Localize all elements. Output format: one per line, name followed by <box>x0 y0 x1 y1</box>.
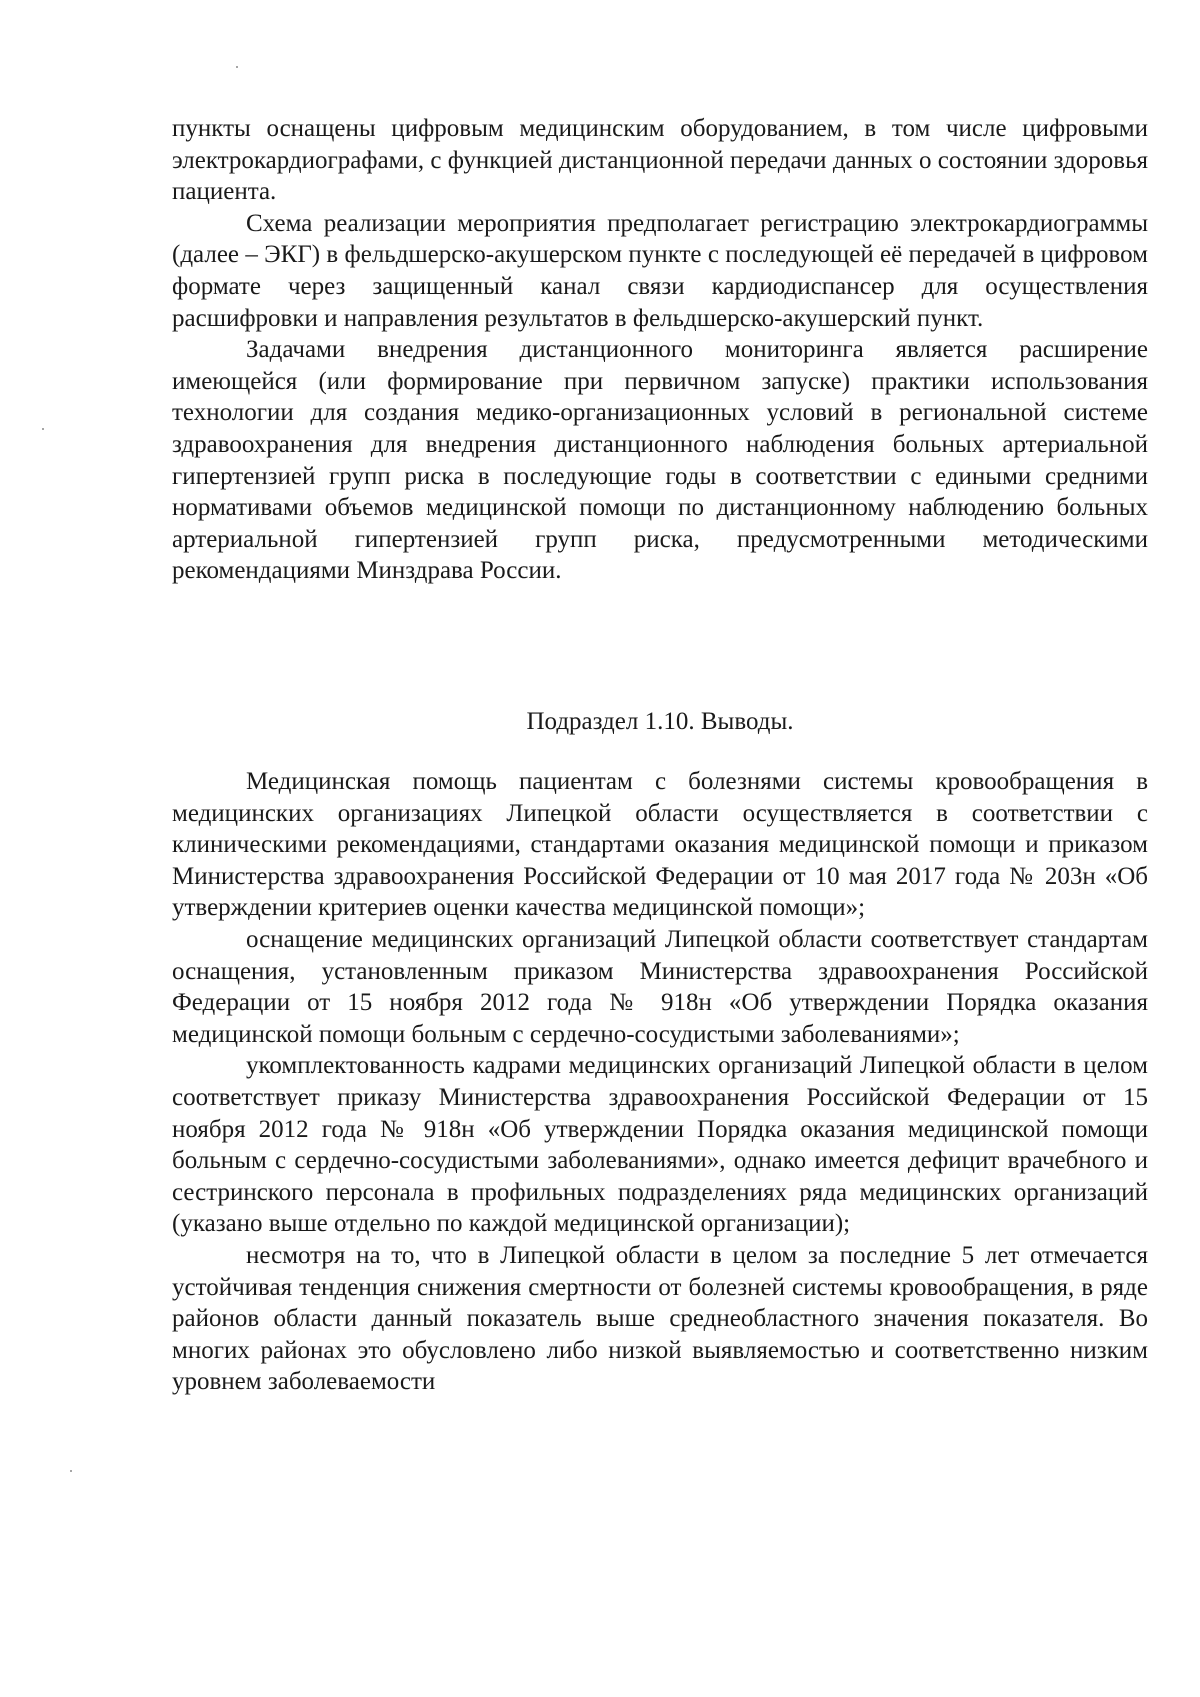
paragraph: пункты оснащены цифровым медицинским оборудованием, в том числе цифровыми электрокардиографами, с функцией дистанционной передачи данных о состоянии здоровья пациента. <box>172 115 1148 206</box>
paragraph: Задачами внедрения дистанционного мониторинга является расширение имеющейся (или формирование при первичном запуске) практики использования технологии для создания медико-организационных условий в региональной системе здравоохранения для внедрения дистанционного наблюдения больных артериальной гипертензией групп риска в последующие годы в соответствии с едиными средними нормативами объемов медицинской помощи по дистанционному наблюдению больных артериальной гипертензией групп риска, предусмотренными методическими рекомендациями Минздрава России. <box>172 336 1148 585</box>
scan-speck <box>70 1470 72 1472</box>
paragraph: Медицинская помощь пациентам с болезнями системы кровообращения в медицинских организациях Липецкой области осуществляется в соответствии с клиническими рекомендациями, стандартами оказания медицинской помощи и приказом Министерства здравоохранения Российской Федерации от 10 мая 2017 года № 203н «Об утверждении критериев оценки качества медицинской помощи»; <box>172 768 1148 922</box>
paragraph: оснащение медицинских организаций Липецкой области соответствует стандартам оснащения, установленным приказом Министерства здравоохранения Российской Федерации от 15 ноября 2012 года № 918н «Об утверждении Порядка оказания медицинской помощи больным с сердечно-сосудистыми заболеваниями»; <box>172 925 1148 1048</box>
paragraph: укомплектованность кадрами медицинских организаций Липецкой области в целом соответствует приказу Министерства здравоохранения Российской Федерации от 15 ноября 2012 года № 918н «Об утверждении Порядка оказания медицинской помощи больным с сердечно-сосудистыми заболеваниями», однако имеется дефицит врачебного и сестринского персонала в профильных подразделениях ряда медицинских организаций (указано выше отдельно по каждой медицинской организации); <box>172 1052 1148 1238</box>
scan-speck <box>42 428 44 430</box>
section-heading: Подраздел 1.10. Выводы. <box>526 708 794 735</box>
paragraph: несмотря на то, что в Липецкой области в целом за последние 5 лет отмечается устойчивая тенденция снижения смертности от болезней системы кровообращения, в ряде районов области данный показатель выше среднеобластного значения показателя. Во многих районах это обусловлено либо низкой выявляемостью и соответственно низким уровнем заболеваемости <box>172 1241 1148 1396</box>
paragraph: Схема реализации мероприятия предполагает регистрацию электрокардиограммы (далее – ЭКГ) в фельдшерско-акушерском пункте с последующей её передачей в цифровом формате через защищенный канал связи кардиодиспансер для осуществления расшифровки и направления результатов в фельдшерско-акушерский пункт. <box>172 209 1148 332</box>
scan-speck <box>236 66 238 68</box>
body-text-top <box>172 113 1148 587</box>
body-text-bottom <box>172 766 1148 1398</box>
